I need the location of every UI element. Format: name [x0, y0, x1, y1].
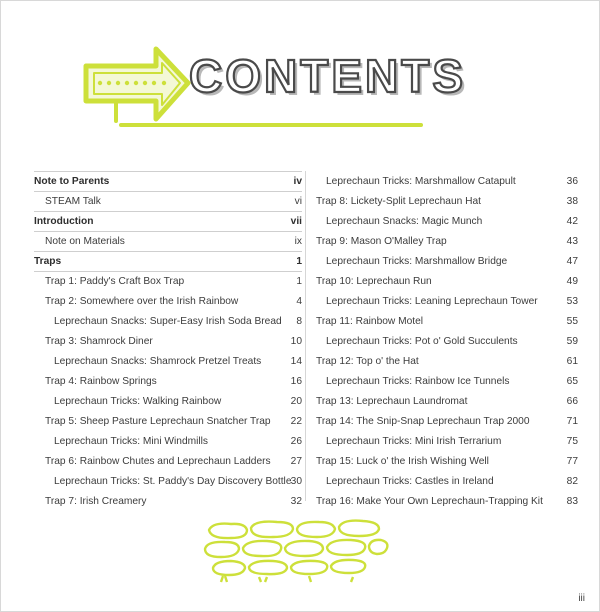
toc-entry-title: Leprechaun Snacks: Shamrock Pretzel Treats — [54, 356, 262, 367]
toc-entry-page: 53 — [566, 296, 578, 307]
toc-entry — [316, 432, 578, 452]
toc-entry-page: 16 — [290, 376, 302, 387]
toc-entry — [316, 492, 578, 512]
toc-entry-title: STEAM Talk — [45, 196, 101, 207]
toc-entry — [316, 192, 578, 212]
toc-entry-page: 75 — [566, 436, 578, 447]
toc-entry-title: Trap 13: Leprechaun Laundromat — [316, 396, 468, 407]
toc-entry-page: 8 — [296, 316, 302, 327]
toc-entry — [34, 452, 302, 472]
page-title: CONTENTS — [189, 50, 466, 102]
toc-entry-title: Trap 3: Shamrock Diner — [45, 336, 153, 347]
toc-entry-page: 49 — [566, 276, 578, 287]
toc-entry-title: Trap 1: Paddy's Craft Box Trap — [45, 276, 185, 287]
toc-entry-title: Leprechaun Tricks: Leaning Leprechaun Tower — [326, 296, 538, 307]
toc-entry-page: 66 — [566, 396, 578, 407]
toc-entry-page: 65 — [566, 376, 578, 387]
toc-entry-title: Trap 10: Leprechaun Run — [316, 276, 432, 287]
toc-entry — [316, 272, 578, 292]
toc-entry — [316, 212, 578, 232]
toc-entry-title: Leprechaun Tricks: Rainbow Ice Tunnels — [326, 376, 510, 387]
toc-entry — [316, 412, 578, 432]
toc-entry — [34, 272, 302, 292]
toc-entry — [316, 472, 578, 492]
toc-entry-title: Trap 4: Rainbow Springs — [45, 376, 157, 387]
toc-entry — [34, 192, 302, 212]
page-number: iii — [578, 593, 585, 604]
toc-entry-page: 77 — [566, 456, 578, 467]
toc-entry-page: 38 — [566, 196, 578, 207]
toc-entry-page: 20 — [290, 396, 302, 407]
toc-entry-title: Leprechaun Snacks: Magic Munch — [326, 216, 483, 227]
toc-entry — [316, 292, 578, 312]
toc-entry-page: 1 — [296, 256, 302, 267]
toc-entry — [316, 372, 578, 392]
toc-entry-page: 55 — [566, 316, 578, 327]
toc-entry — [34, 472, 302, 492]
toc-entry-page: vii — [290, 216, 302, 227]
stone-wall-icon — [201, 516, 391, 586]
toc-entry-title: Note to Parents — [34, 176, 110, 187]
toc-entry-page: 32 — [290, 496, 302, 507]
toc-entry-page: 27 — [290, 456, 302, 467]
toc-entry-title: Leprechaun Snacks: Super-Easy Irish Soda Bread — [54, 316, 282, 327]
toc-entry-title: Trap 6: Rainbow Chutes and Leprechaun Ladders — [45, 456, 271, 467]
toc-entry-page: 59 — [566, 336, 578, 347]
toc-entry — [34, 252, 302, 272]
toc-entry-title: Leprechaun Tricks: Mini Windmills — [54, 436, 208, 447]
toc-entry — [34, 312, 302, 332]
toc-entry-page: 10 — [290, 336, 302, 347]
toc-entry — [34, 232, 302, 252]
toc-entry-title: Leprechaun Tricks: St. Paddy's Day Discovery Bottle — [54, 476, 292, 487]
toc-entry-title: Trap 9: Mason O'Malley Trap — [316, 236, 447, 247]
toc-entry — [34, 412, 302, 432]
toc-entry-page: 30 — [290, 476, 302, 487]
toc-entry — [316, 392, 578, 412]
toc-entry-title: Leprechaun Tricks: Marshmallow Bridge — [326, 256, 508, 267]
toc-entry-title: Leprechaun Tricks: Mini Irish Terrarium — [326, 436, 502, 447]
toc-entry — [316, 172, 578, 192]
toc-entry-title: Leprechaun Tricks: Walking Rainbow — [54, 396, 222, 407]
column-divider — [305, 171, 306, 501]
toc-entry-page: 22 — [290, 416, 302, 427]
toc-entry — [316, 332, 578, 352]
toc-entry — [316, 352, 578, 372]
toc-entry — [316, 232, 578, 252]
toc-right-column — [316, 172, 578, 512]
toc-entry-title: Leprechaun Tricks: Pot o' Gold Succulents — [326, 336, 518, 347]
toc-entry-title: Trap 16: Make Your Own Leprechaun-Trapping Kit — [316, 496, 543, 507]
toc-entry-title: Introduction — [34, 216, 94, 227]
toc-entry-title: Trap 12: Top o' the Hat — [316, 356, 419, 367]
toc-entry-title: Leprechaun Tricks: Castles in Ireland — [326, 476, 494, 487]
toc-entry-page: ix — [294, 236, 302, 247]
toc-entry-page: 1 — [296, 276, 302, 287]
toc-entry-page: iv — [293, 176, 302, 187]
toc-entry-title: Trap 8: Lickety-Split Leprechaun Hat — [316, 196, 481, 207]
toc-entry-title: Trap 11: Rainbow Motel — [316, 316, 424, 327]
toc-entry — [34, 492, 302, 512]
toc-entry-page: 83 — [566, 496, 578, 507]
toc-entry-page: 36 — [566, 176, 578, 187]
toc-entry-page: 82 — [566, 476, 578, 487]
toc-entry-page: 26 — [290, 436, 302, 447]
toc-entry-title: Leprechaun Tricks: Marshmallow Catapult — [326, 176, 516, 187]
toc-entry-title: Trap 2: Somewhere over the Irish Rainbow — [45, 296, 239, 307]
toc-entry-title: Trap 14: The Snip-Snap Leprechaun Trap 2000 — [316, 416, 530, 427]
toc-entry-page: 43 — [566, 236, 578, 247]
toc-entry-page: 47 — [566, 256, 578, 267]
toc-entry — [34, 432, 302, 452]
toc-entry — [316, 312, 578, 332]
toc-entry — [34, 372, 302, 392]
toc-entry-title: Traps — [34, 256, 62, 267]
toc-entry — [316, 452, 578, 472]
toc-entry-page: vi — [294, 196, 302, 207]
toc-entry-title: Trap 5: Sheep Pasture Leprechaun Snatcher Trap — [45, 416, 271, 427]
toc-entry-page: 14 — [290, 356, 302, 367]
toc-entry-page: 71 — [566, 416, 578, 427]
toc-entry-title: Trap 15: Luck o' the Irish Wishing Well — [316, 456, 489, 467]
toc-left-column — [34, 172, 302, 512]
toc-entry-page: 4 — [296, 296, 302, 307]
toc-entry — [34, 172, 302, 192]
toc-entry — [34, 332, 302, 352]
toc-entry-title: Note on Materials — [45, 236, 125, 247]
toc-entry — [316, 252, 578, 272]
toc-entry — [34, 352, 302, 372]
toc-entry — [34, 292, 302, 312]
toc-entry-title: Trap 7: Irish Creamery — [45, 496, 147, 507]
toc-entry-page: 61 — [566, 356, 578, 367]
toc-entry — [34, 212, 302, 232]
toc-entry-page: 42 — [566, 216, 578, 227]
toc-entry — [34, 392, 302, 412]
